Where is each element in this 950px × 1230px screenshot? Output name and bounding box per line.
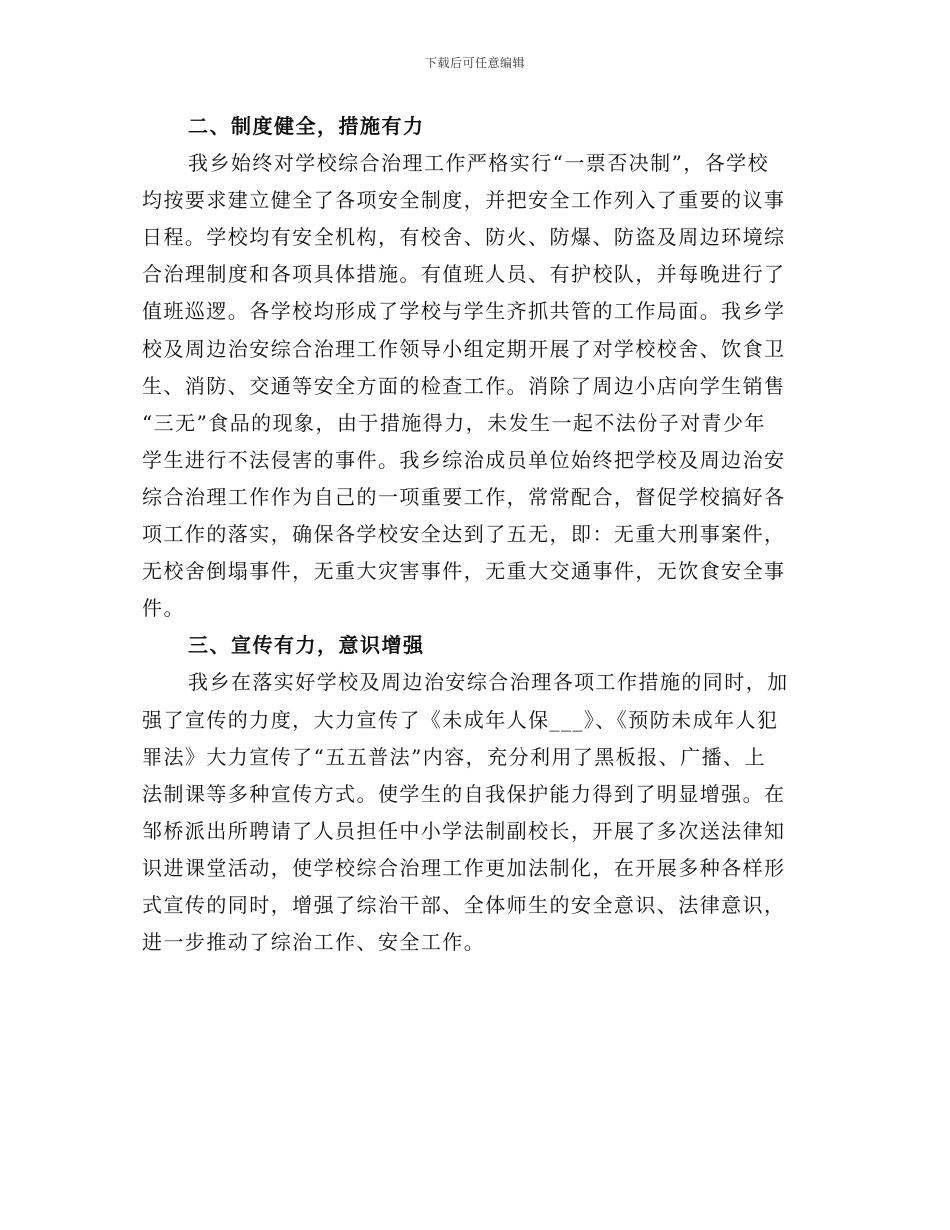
paragraph-line: 合治理制度和各项具体措施。有值班人员、有护校队，并每晚进行了	[142, 262, 786, 287]
paragraph-line: 识进课堂活动，使学校综合治理工作更加法制化，在开展多种各样形	[142, 855, 786, 880]
paragraph-line: 法制课等多种宣传方式。使学生的自我保护能力得到了明显增强。在	[142, 781, 786, 806]
paragraph-line: 罪法》大力宣传了“五五普法”内容，充分利用了黑板报、广播、上	[142, 744, 766, 769]
paragraph-line: “三无”食品的现象，由于措施得力，未发生一起不法份子对青少年	[142, 410, 766, 435]
paragraph-line: 式宣传的同时，增强了综治干部、全体师生的安全意识、法律意识，	[142, 892, 786, 917]
paragraph-line: 综合治理工作作为自己的一项重要工作，常常配合，督促学校搞好各	[142, 484, 786, 509]
paragraph-line: 值班巡逻。各学校均形成了学校与学生齐抓共管的工作局面。我乡学	[142, 299, 786, 324]
paragraph-line: 无校舍倒塌事件，无重大灾害事件，无重大交通事件，无饮食安全事	[142, 559, 786, 584]
paragraph-line: 我乡始终对学校综合治理工作严格实行“一票否决制”，各学校	[188, 151, 770, 176]
paragraph-line: 日程。学校均有安全机构，有校舍、防火、防爆、防盗及周边环境综	[142, 225, 786, 250]
paragraph-line: 邹桥派出所聘请了人员担任中小学法制副校长，开展了多次送法律知	[142, 818, 786, 843]
section-heading: 二、制度健全，措施有力	[188, 114, 425, 138]
page-header: 下载后可任意编辑	[424, 56, 525, 70]
paragraph-line: 件。	[142, 596, 185, 621]
paragraph-line: 校及周边治安综合治理工作领导小组定期开展了对学校校舍、饮食卫	[142, 336, 786, 361]
paragraph-line: 我乡在落实好学校及周边治安综合治理各项工作措施的同时，加	[188, 670, 789, 695]
paragraph-line: 强了宣传的力度，大力宣传了《未成年人保___》、《预防未成年人犯	[142, 707, 779, 732]
document-body	[142, 108, 804, 961]
paragraph-line: 进一步推动了综治工作、安全工作。	[142, 930, 486, 955]
paragraph-line: 均按要求建立健全了各项安全制度，并把安全工作列入了重要的议事	[142, 188, 786, 213]
section-heading: 三、宣传有力，意识增强	[188, 633, 425, 658]
paragraph-line: 生、消防、交通等安全方面的检查工作。消除了周边小店向学生销售	[142, 373, 786, 398]
paragraph-line: 项工作的落实，确保各学校安全达到了五无，即：无重大刑事案件，	[142, 522, 786, 547]
paragraph-line: 学生进行不法侵害的事件。我乡综治成员单位始终把学校及周边治安	[142, 447, 786, 472]
